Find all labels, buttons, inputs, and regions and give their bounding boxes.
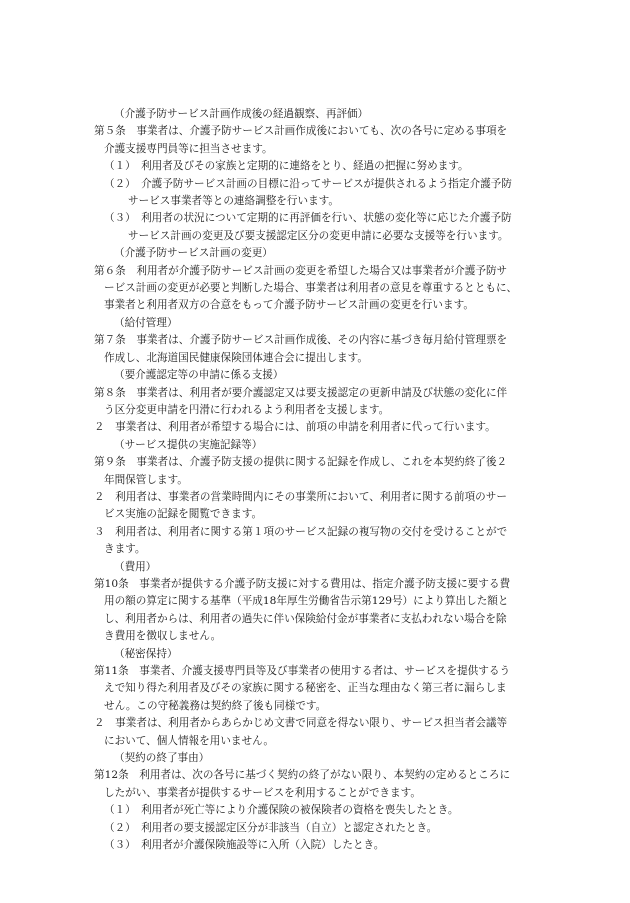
section-heading-art11: （秘密保持） [114, 647, 178, 660]
article-12-line: したがい、事業者が提供するサービスを利用することができます。 [104, 786, 421, 799]
article-9-para-2-cont: ビス実施の記録を閲覧できます。 [104, 508, 263, 521]
article-9-para-3: ３ 利用者は、利用者に関する第１項のサービス記録の複写物の交付を受けることがで [94, 525, 508, 538]
article-12-item-2: （２） 利用者の要支援認定区分が非該当（自立）と認定されたとき。 [104, 821, 438, 834]
section-heading-art8: （要介護認定等の申請に係る支援） [114, 369, 284, 382]
article-5-line: 介護支援専門員等に担当させます。 [104, 142, 273, 155]
article-12-item-1: （１） 利用者が死亡等により介護保険の被保険者の資格を喪失したとき。 [104, 804, 459, 817]
article-5-line: 第５条 事業者は、介護予防サービス計画作成後においても、次の各号に定める事項を [94, 125, 508, 138]
article-5-item-1: （１） 利用者及びその家族と定期的に連絡をとり、経過の把握に努めます。 [104, 160, 469, 173]
article-9-line: 第９条 事業者は、介護予防支援の提供に関する記録を作成し、これを本契約終了後２ [94, 456, 508, 469]
section-heading-art5: （介護予防サービス計画作成後の経過観察、再評価） [114, 108, 369, 120]
article-9-para-3-cont: きます。 [104, 543, 146, 556]
article-6-line: 事業者と利用者双方の合意をもって介護予防サービス計画の変更を行います。 [104, 299, 474, 312]
section-heading-art6: （介護予防サービス計画の変更） [114, 247, 273, 260]
article-10-line: し、利用者からは、利用者の過失に伴い保険給付金が事業者に支払われない場合を除 [104, 612, 507, 625]
article-8-para-2: ２ 事業者は、利用者が希望する場合には、前項の申請を利用者に代って行います。 [94, 421, 496, 434]
article-6-line: 第６条 利用者が介護予防サービス計画の変更を希望した場合又は事業者が介護予防サ [94, 264, 508, 277]
article-10-line: 第10条 事業者が提供する介護予防支援に対する費用は、指定介護予防支援に要する費 [94, 577, 511, 590]
article-9-para-2: ２ 利用者は、事業者の営業時間内にその事業所において、利用者に関する前項のサー [94, 490, 507, 503]
article-10-line: 用の額の算定に関する基準（平成18年厚生労働省告示第129号）により算出した額と [104, 595, 509, 608]
article-10-line: き費用を徴収しません。 [104, 630, 222, 643]
article-11-para-2-cont: において、個人情報を用いません。 [104, 734, 274, 747]
section-heading-art9: （サービス提供の実施記録等） [114, 438, 263, 451]
article-8-line: う区分変更申請を円滑に行われるよう利用者を支援します。 [104, 403, 390, 416]
article-12-line: 第12条 利用者は、次の各号に基づく契約の終了がない限り、本契約の定めるところに [94, 769, 511, 782]
article-6-line: ービス計画の変更が必要と判断した場合、事業者は利用者の意見を尊重するとともに、 [104, 282, 518, 295]
article-8-line: 第８条 事業者は、利用者が要介護認定又は要支援認定の更新申請及び状態の変化に伴 [94, 386, 508, 399]
article-12-item-3: （３） 利用者が介護保険施設等に入所（入院）したとき。 [104, 839, 385, 852]
article-7-line: 作成し、北海道国民健康保険団体連合会に提出します。 [104, 351, 368, 364]
article-5-item-2-cont: サービス事業者等との連絡調整を行います。 [128, 195, 340, 208]
article-7-line: 第７条 事業者は、介護予防サービス計画作成後、その内容に基づき毎月給付管理票を [94, 334, 508, 347]
article-9-line: 年間保管します。 [104, 473, 188, 486]
article-11-line: せん。この守秘義務は契約終了後も同様です。 [104, 699, 327, 712]
section-heading-art10: （費用） [114, 560, 157, 573]
section-heading-art7: （給付管理） [114, 316, 178, 329]
article-5-item-2: （２） 介護予防サービス計画の目標に沿ってサービスが提供されるよう指定介護予防 [104, 177, 512, 190]
article-11-line: 第11条 事業者、介護支援専門員等及び事業者の使用する者は、サービスを提供するう [94, 665, 511, 677]
article-5-item-3-cont: サービス計画の変更及び要支援認定区分の変更申請に必要な支援等を行います。 [128, 229, 509, 242]
article-11-para-2: ２ 事業者は、利用者からあらかじめ文書で同意を得ない限り、サービス担当者会議等 [94, 717, 508, 730]
article-11-line: えで知り得た利用者及びその家族に関する秘密を、正当な理由なく第三者に漏らしま [104, 682, 507, 695]
document-body [94, 106, 556, 854]
section-heading-art12: （契約の終了事由） [114, 752, 210, 765]
article-5-item-3: （３） 利用者の状況について定期的に再評価を行い、状態の変化等に応じた介護予防 [104, 212, 512, 225]
